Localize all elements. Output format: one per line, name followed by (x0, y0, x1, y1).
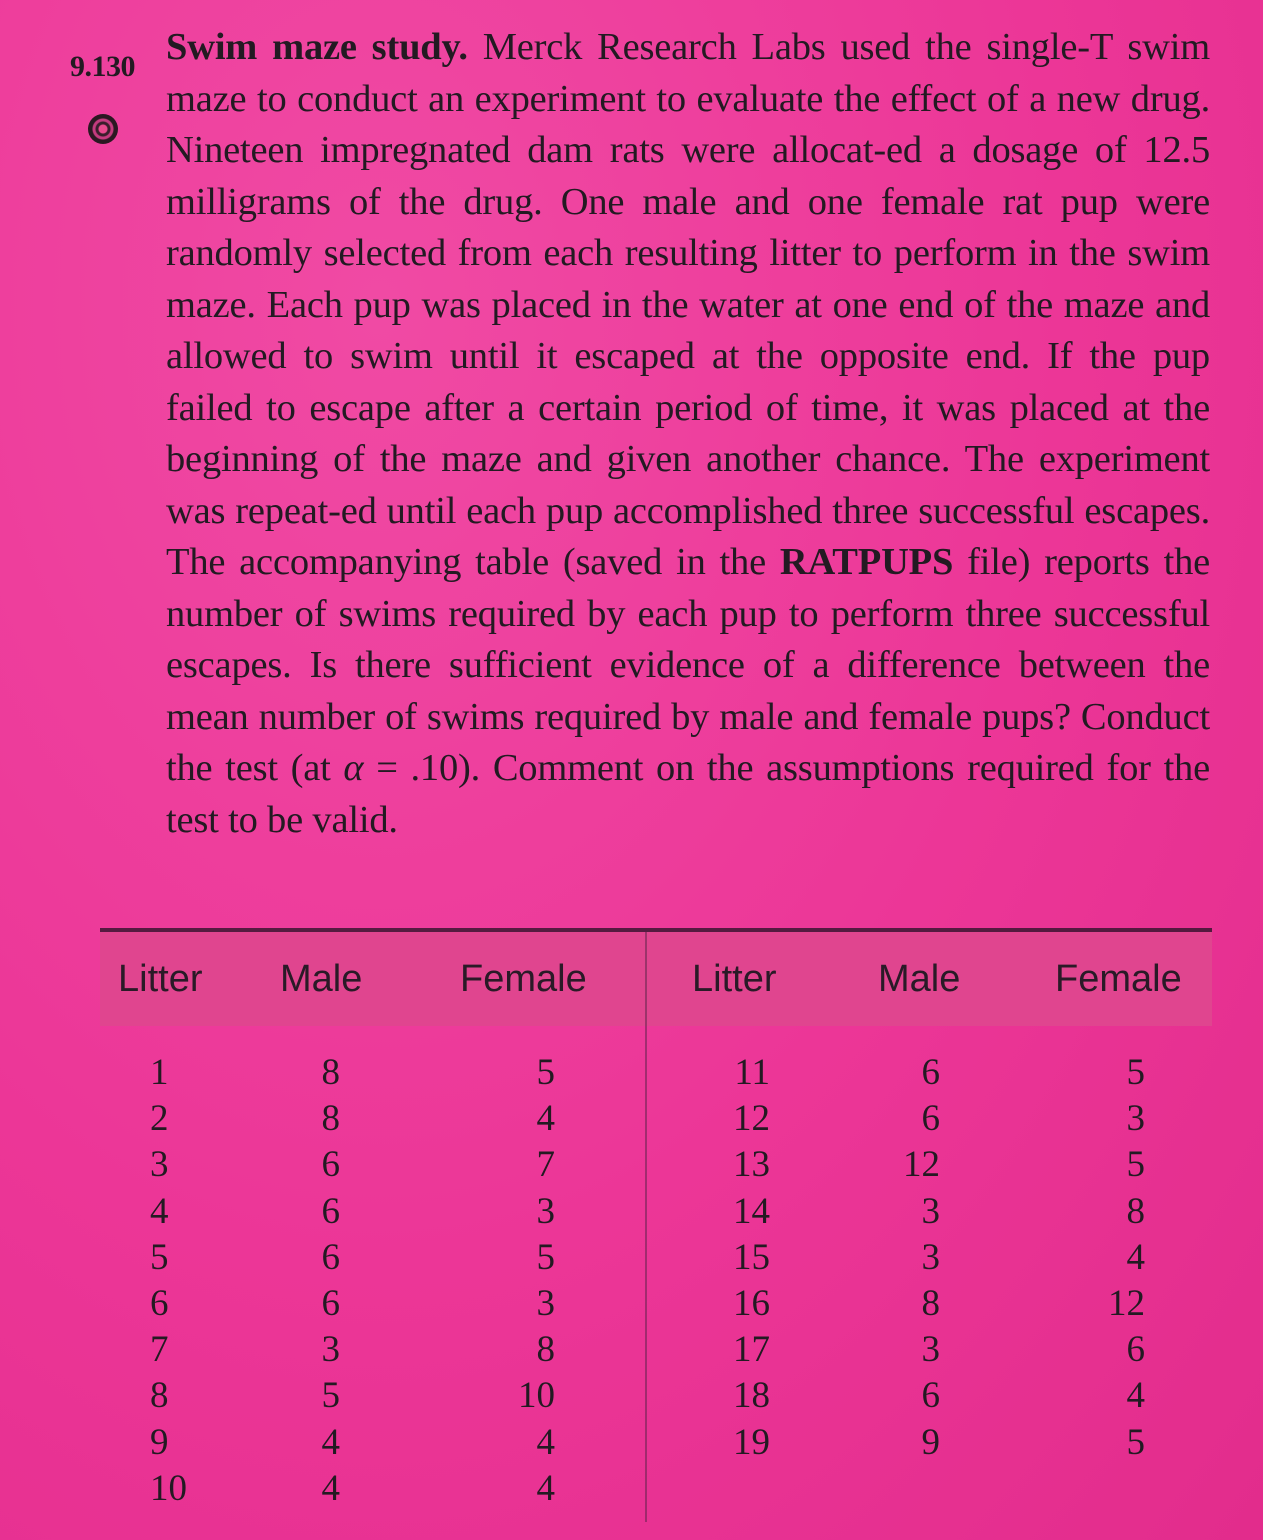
table-cell: 9 (150, 1421, 169, 1463)
header-male-left: Male (280, 958, 363, 1000)
table-cell: 11 (734, 1052, 770, 1093)
table-cell: 14 (733, 1190, 770, 1232)
table-cell: 6 (921, 1052, 940, 1093)
col-male-left (280, 1050, 340, 1512)
table-cell: 3 (321, 1329, 340, 1371)
table-cell: 8 (321, 1098, 340, 1140)
exercise-title: Swim maze study. (166, 26, 468, 68)
table-cell: 12 (733, 1098, 770, 1140)
exercise-number: 9.130 (70, 50, 135, 83)
table-cell: 3 (1126, 1098, 1145, 1140)
table-cell: 1 (150, 1052, 169, 1093)
exercise-text-part-1: Merck Research Labs used the single-T swim maze to conduct an experiment to evaluate the effect of a new drug. Nineteen impregnated dam rats were allocat-ed a dosage of 12.5 milligrams of the drug. One male and one female rat pup were randomly selected from each resulting litter to perform in the swim maze. Each pup was placed in the water at one end of the maze and allowed to swim until it escaped at the opposite end. If the pup failed to escape after a certain period of time, it was placed at the beginning of the maze and given another chance. The experiment was repeat-ed until each pup accomplished three successful escapes. The accompanying table (saved in the (166, 26, 1210, 583)
table-cell: 8 (150, 1375, 169, 1417)
table-cell: 8 (1126, 1190, 1145, 1232)
exercise-text-part-2: file) reports the number of swims required by each pup to perform three successful escapes. Is there sufficient evidence of a difference between the mean number of swims required by male and female pups? Conduct the test (at (166, 541, 1211, 789)
header-litter-left: Litter (118, 958, 203, 1000)
col-litter-right (700, 1050, 770, 1466)
table-cell: 18 (733, 1375, 770, 1417)
table-cell: 5 (150, 1236, 169, 1278)
table-cell: 5 (321, 1375, 340, 1417)
ratpups-table (100, 928, 1212, 1526)
table-cell: 10 (150, 1467, 187, 1509)
exercise-body (166, 22, 1210, 846)
table-cell: 5 (1126, 1421, 1145, 1463)
table-cell: 5 (1126, 1052, 1145, 1093)
table-cell: 4 (150, 1190, 169, 1232)
table-cell: 7 (536, 1144, 555, 1186)
table-cell: 3 (921, 1190, 940, 1232)
table-cell: 4 (321, 1467, 340, 1509)
table-cell: 3 (150, 1144, 169, 1186)
table-cell: 2 (150, 1098, 169, 1140)
table-cell: 9 (921, 1421, 940, 1463)
table-cell: 6 (921, 1098, 940, 1140)
table-cell: 8 (921, 1282, 940, 1324)
header-male-right: Male (878, 958, 961, 1000)
table-cell: 6 (321, 1236, 340, 1278)
table-cell: 3 (921, 1329, 940, 1371)
table-cell: 8 (321, 1052, 340, 1093)
table-cell: 13 (733, 1144, 770, 1186)
table-cell: 10 (518, 1375, 555, 1417)
table-cell: 4 (1126, 1236, 1145, 1278)
table-cell: 3 (921, 1236, 940, 1278)
table-cell: 6 (321, 1144, 340, 1186)
table-cell: 6 (150, 1282, 169, 1324)
table-cell: 4 (1126, 1375, 1145, 1417)
table-cell: 5 (1126, 1144, 1145, 1186)
header-female-right: Female (1055, 958, 1182, 1000)
table-cell: 4 (321, 1421, 340, 1463)
exercise-9-130 (70, 22, 1210, 846)
table-header-row (100, 932, 1212, 1026)
table-cell: 6 (321, 1190, 340, 1232)
table-cell: 6 (1126, 1329, 1145, 1371)
table-cell: 3 (536, 1190, 555, 1232)
table-body (100, 1026, 1212, 1526)
table-cell: 4 (536, 1421, 555, 1463)
table-cell: 16 (733, 1282, 770, 1324)
table-cell: 12 (903, 1144, 940, 1186)
table-cell: 5 (536, 1236, 555, 1278)
data-file-name: RATPUPS (779, 541, 954, 583)
table-cell: 3 (536, 1282, 555, 1324)
table-cell: 19 (733, 1421, 770, 1463)
table-cell: 15 (733, 1236, 770, 1278)
col-male-right (880, 1050, 940, 1466)
data-disc-icon (88, 114, 118, 144)
exercise-text-part-3: = .10). Comment on the assumptions required for the test to be valid. (166, 747, 1210, 841)
col-litter-left (150, 1050, 210, 1512)
col-female-left (490, 1050, 555, 1512)
header-litter-right: Litter (692, 958, 777, 1000)
table-cell: 8 (536, 1329, 555, 1371)
alpha-symbol: α (343, 747, 364, 789)
table-cell: 12 (1108, 1282, 1145, 1324)
table-cell: 6 (321, 1282, 340, 1324)
table-cell: 6 (921, 1375, 940, 1417)
col-female-right (1080, 1050, 1145, 1466)
table-cell: 5 (536, 1052, 555, 1093)
table-cell: 7 (150, 1329, 169, 1371)
header-female-left: Female (460, 958, 587, 1000)
table-cell: 4 (536, 1467, 555, 1509)
table-cell: 17 (733, 1329, 770, 1371)
table-cell: 4 (536, 1098, 555, 1140)
